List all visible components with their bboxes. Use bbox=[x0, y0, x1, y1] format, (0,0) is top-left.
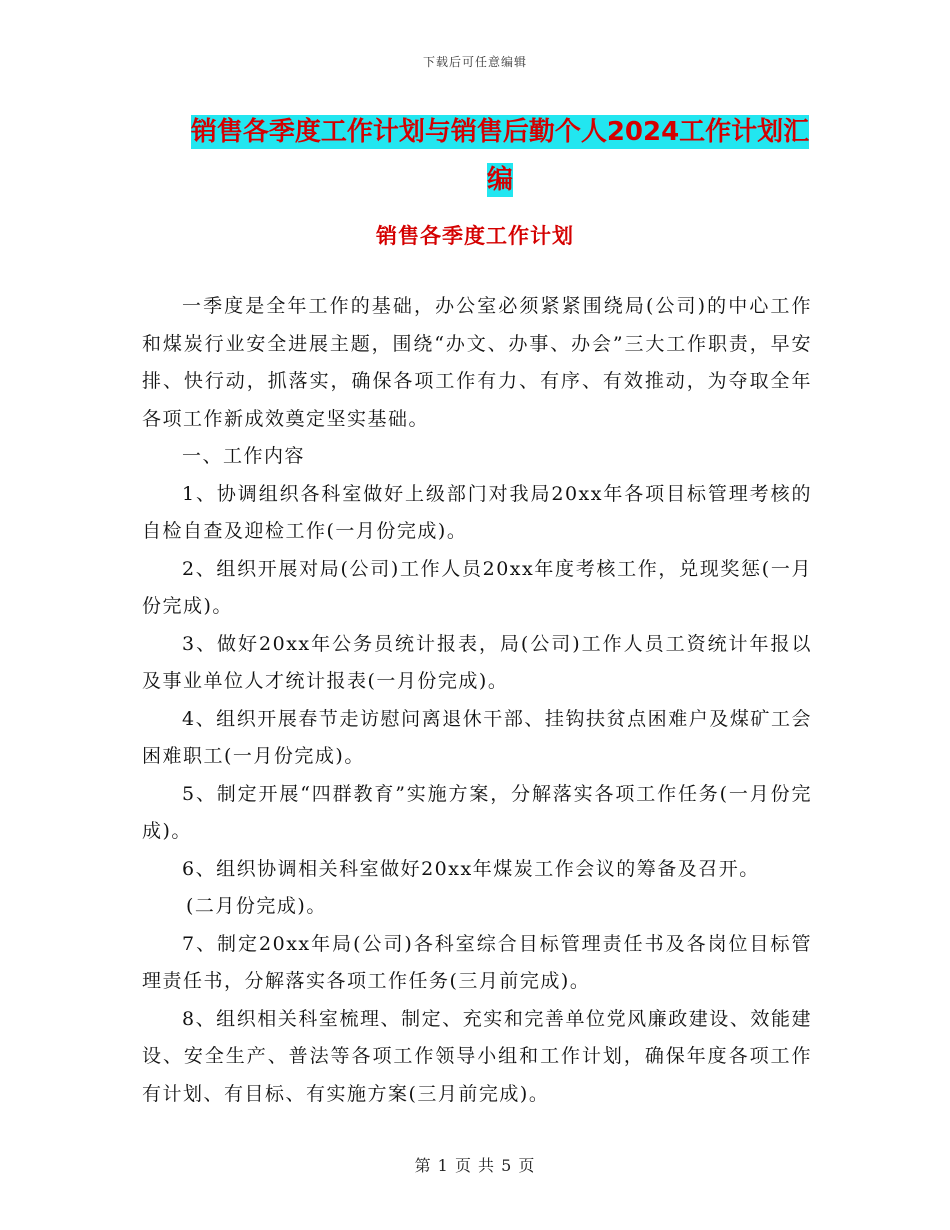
body-paragraph-item-4: 4、组织开展春节走访慰问离退休干部、挂钩扶贫点困难户及煤矿工会困难职工(一月份完成)。 bbox=[142, 707, 812, 767]
body-paragraph-item-8: 8、组织相关科室梳理、制定、充实和完善单位党风廉政建设、效能建设、安全生产、普法等各项工作领导小组和工作计划，确保年度各项工作有计划、有目标、有实施方案(三月前完成)。 bbox=[142, 1007, 812, 1105]
body-heading-work-content: 一、工作内容 bbox=[182, 445, 306, 467]
body-paragraph-item-1: 1、协调组织各科室做好上级部门对我局20xx年各项目标管理考核的自检自查及迎检工作(一月份完成)。 bbox=[142, 482, 812, 542]
header-note: 下载后可任意编辑 bbox=[422, 55, 527, 69]
body-paragraph-item-5: 5、制定开展“四群教育”实施方案，分解落实各项工作任务(一月份完成)。 bbox=[142, 782, 812, 842]
document-title bbox=[185, 108, 815, 204]
body-paragraph-item-6-note: (二月份完成)。 bbox=[186, 895, 327, 917]
document-body bbox=[142, 288, 812, 1113]
body-paragraph-intro: 一季度是全年工作的基础，办公室必须紧紧围绕局(公司)的中心工作和煤炭行业安全进展主题，围绕“办文、办事、办会”三大工作职责，早安排、快行动，抓落实，确保各项工作有力、有序、有效推动，为夺取全年各项工作新成效奠定坚实基础。 bbox=[142, 295, 812, 430]
section-title: 销售各季度工作计划 bbox=[376, 224, 574, 248]
page-footer: 第 1 页 共 5 页 bbox=[414, 1156, 536, 1175]
body-paragraph-item-2: 2、组织开展对局(公司)工作人员20xx年度考核工作，兑现奖惩(一月份完成)。 bbox=[142, 557, 812, 617]
body-paragraph-item-3: 3、做好20xx年公务员统计报表，局(公司)工作人员工资统计年报以及事业单位人才统计报表(一月份完成)。 bbox=[142, 632, 812, 692]
body-paragraph-item-7: 7、制定20xx年局(公司)各科室综合目标管理责任书及各岗位目标管理责任书，分解落实各项工作任务(三月前完成)。 bbox=[142, 932, 812, 992]
body-paragraph-item-6: 6、组织协调相关科室做好20xx年煤炭工作会议的筹备及召开。 bbox=[182, 857, 760, 880]
document-title-text: 销售各季度工作计划与销售后勤个人2024工作计划汇编 bbox=[190, 117, 810, 195]
